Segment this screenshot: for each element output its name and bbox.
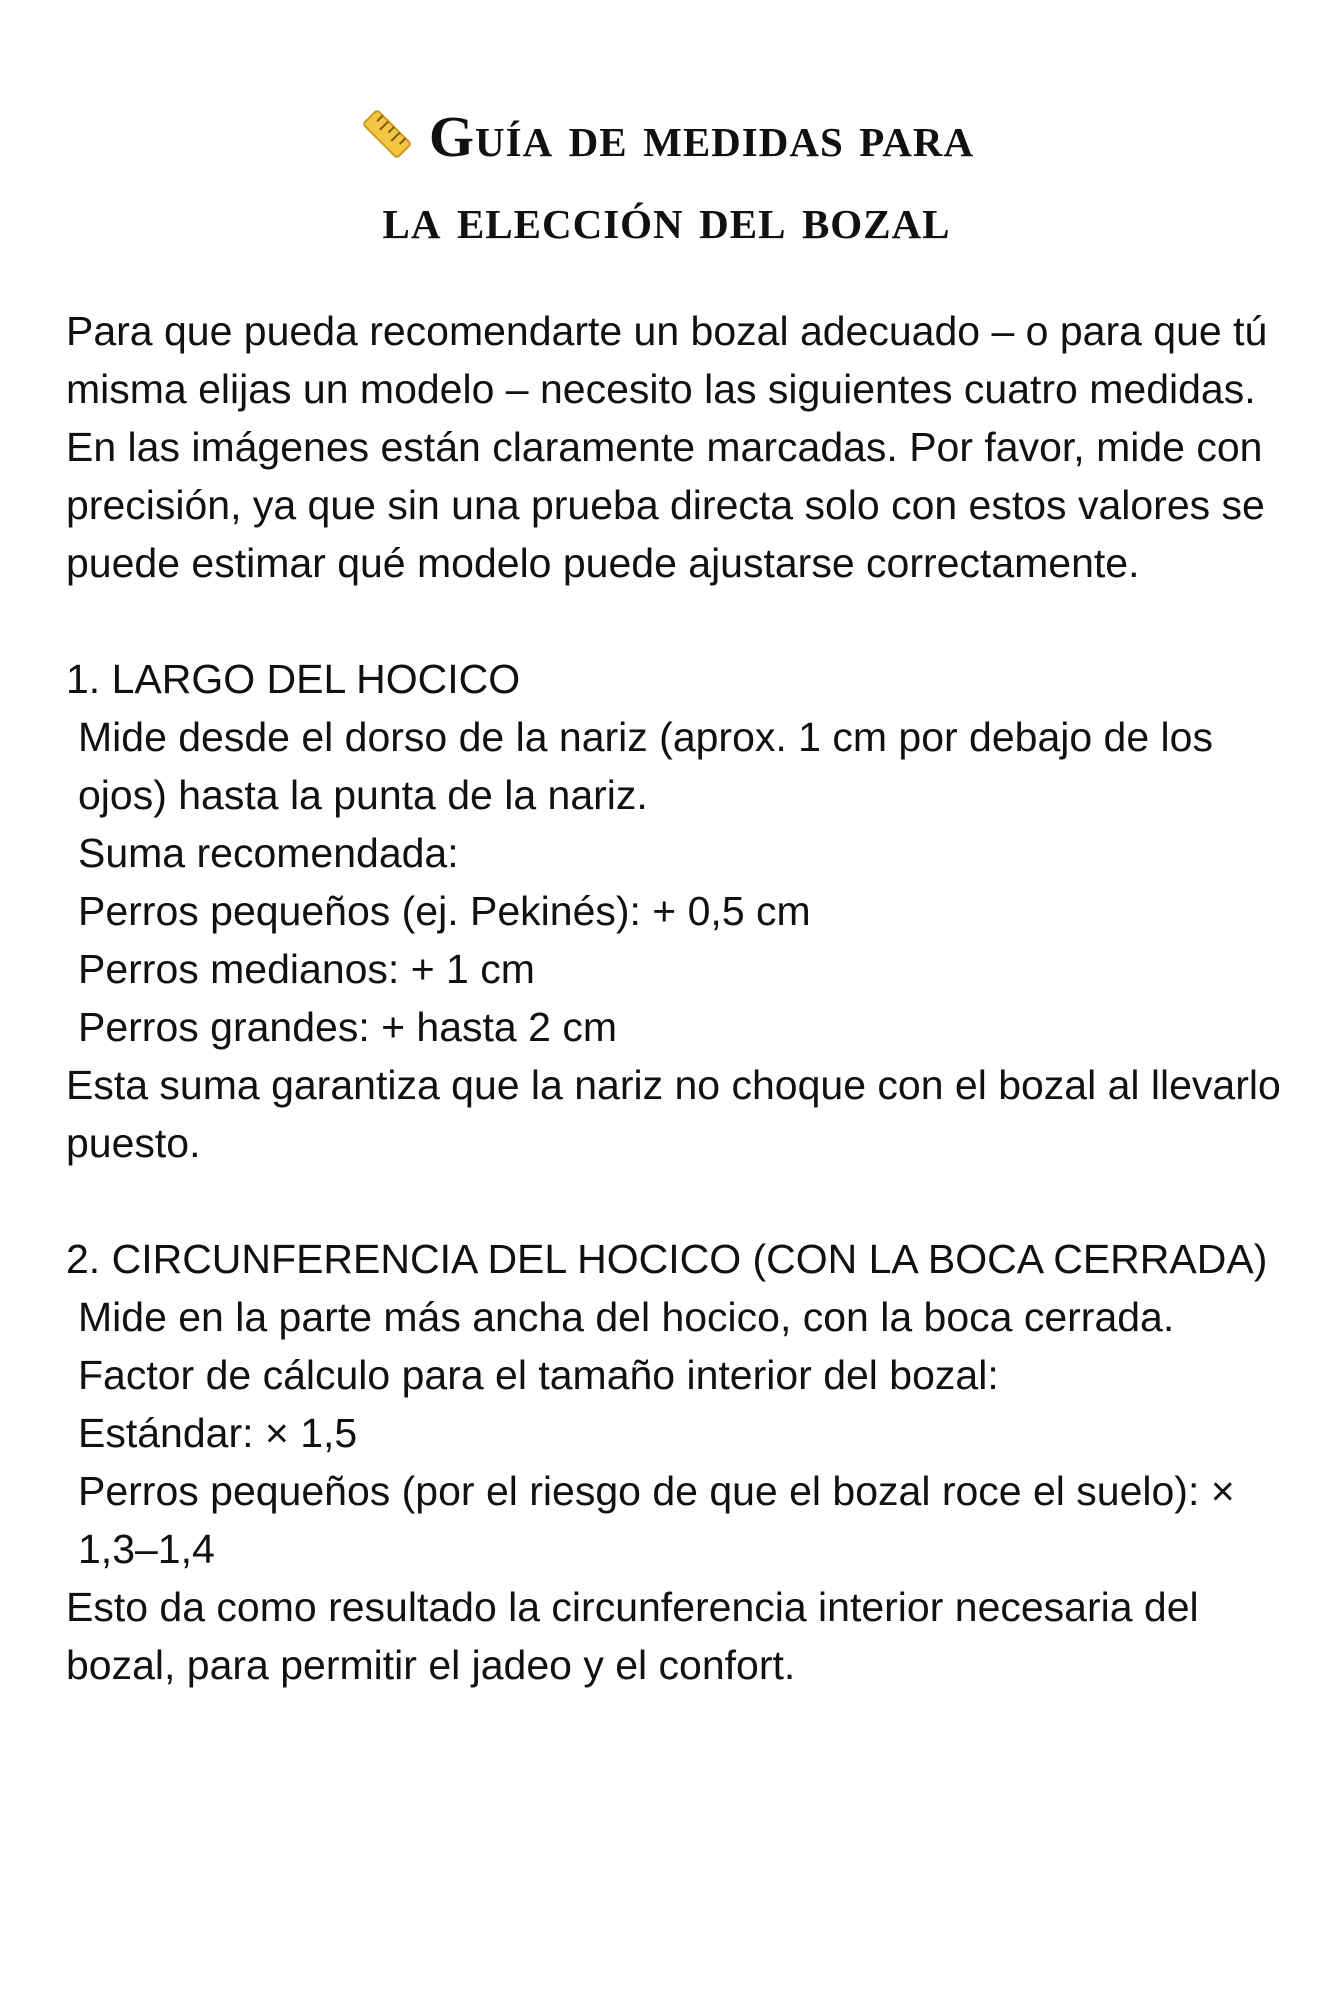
document-body: [66, 302, 1286, 1694]
spacer: [66, 1172, 1286, 1230]
list-item: Perros pequeños (ej. Pekinés): + 0,5 cm: [78, 888, 811, 934]
section-heading: 1. LARGO DEL HOCICO: [66, 656, 521, 702]
section-snout-circumference: [66, 1230, 1286, 1694]
title-line-1: [0, 96, 1333, 178]
section-heading: 2. CIRCUNFERENCIA DEL HOCICO (CON LA BOCA CERRADA): [66, 1236, 1268, 1282]
title-text-1: Guía de medidas para: [428, 104, 975, 169]
page-title: [0, 96, 1333, 260]
spacer: [66, 592, 1286, 650]
section-subheading: Factor de cálculo para el tamaño interior del bozal:: [78, 1352, 999, 1398]
ruler-icon: [359, 106, 415, 162]
intro-paragraph: Para que pueda recomendarte un bozal adecuado – o para que tú misma elijas un modelo – necesito las siguientes cuatro medidas. En las imágenes están claramente marcadas. Por favor, mide con precisión, ya que sin una prueba directa solo con estos valores se puede estimar qué modelo puede ajustarse correctamente.: [66, 308, 1268, 586]
section-snout-length: [66, 650, 1286, 1172]
list-item: Perros pequeños (por el riesgo de que el bozal roce el suelo): × 1,3–1,4: [78, 1468, 1235, 1572]
section-note: Esta suma garantiza que la nariz no choque con el bozal al llevarlo puesto.: [66, 1062, 1281, 1166]
title-line-2: la elección del bozal: [382, 186, 951, 251]
list-item: Estándar: × 1,5: [78, 1410, 358, 1456]
section-subheading: Suma recomendada:: [78, 830, 459, 876]
list-item: Perros medianos: + 1 cm: [78, 946, 535, 992]
section-note: Esto da como resultado la circunferencia interior necesaria del bozal, para permitir el jadeo y el confort.: [66, 1584, 1199, 1688]
list-item: Perros grandes: + hasta 2 cm: [78, 1004, 617, 1050]
section-description: Mide en la parte más ancha del hocico, con la boca cerrada.: [78, 1294, 1175, 1340]
section-description: Mide desde el dorso de la nariz (aprox. 1 cm por debajo de los ojos) hasta la punta de la nariz.: [78, 714, 1213, 818]
